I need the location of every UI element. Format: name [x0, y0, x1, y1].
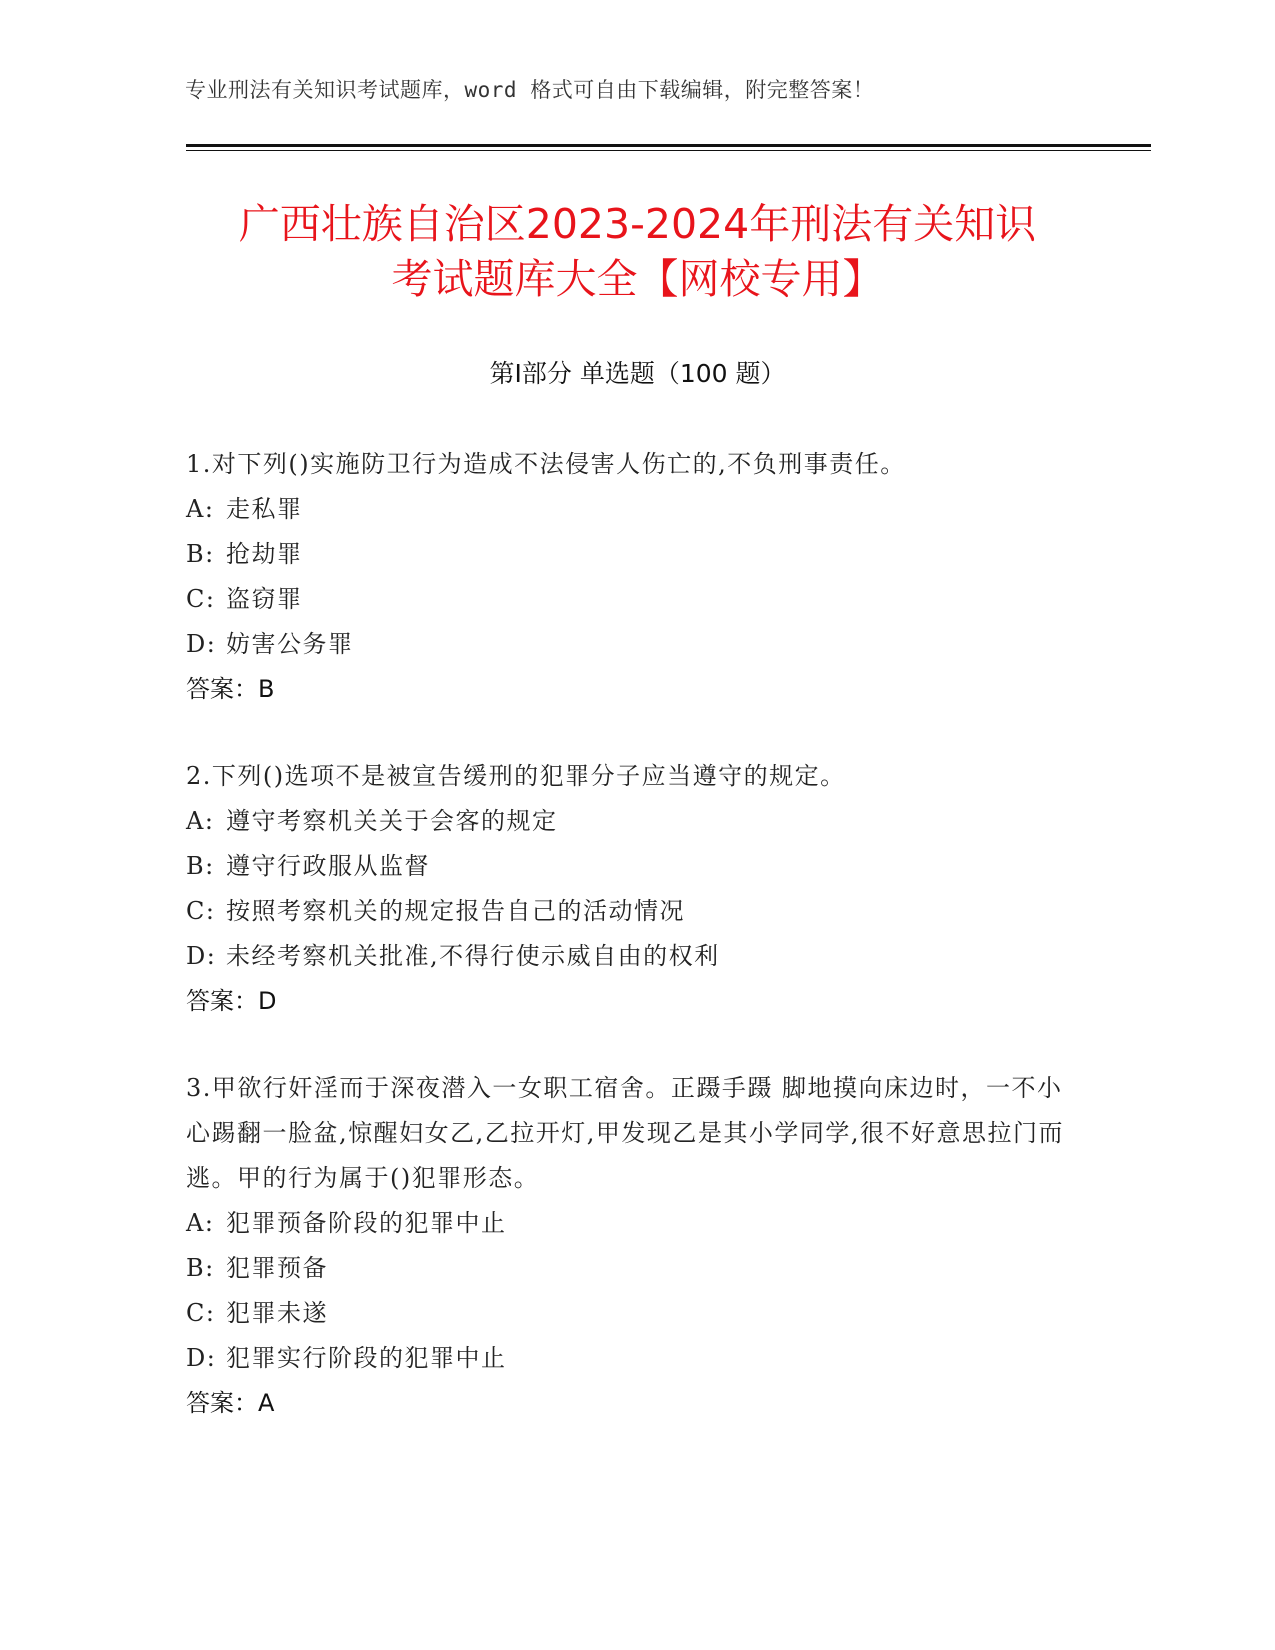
option-text: 妨害公务罪 [226, 630, 354, 658]
option-d [186, 934, 1086, 979]
option-text: 抢劫罪 [226, 540, 303, 568]
option-b [186, 844, 1086, 889]
option-b [186, 532, 1086, 577]
answer-line: 答案：A [186, 1389, 275, 1417]
header-rule-thick [186, 144, 1151, 147]
option-text: 犯罪预备 [226, 1254, 328, 1282]
option-d [186, 1336, 1086, 1381]
option-text: 盗窃罪 [226, 585, 303, 613]
option-text: 走私罪 [226, 495, 303, 523]
option-c [186, 1291, 1086, 1336]
option-letter: C: [186, 585, 216, 613]
option-text: 犯罪实行阶段的犯罪中止 [226, 1344, 507, 1372]
option-letter: A: [186, 1209, 215, 1237]
option-text: 犯罪未遂 [226, 1299, 328, 1327]
option-letter: B: [186, 852, 215, 880]
title-line-2: 考试题库大全【网校专用】 [391, 255, 884, 303]
title-line-1: 广西壮族自治区2023-2024年刑法有关知识 [238, 200, 1037, 248]
option-text: 按照考察机关的规定报告自己的活动情况 [226, 897, 685, 925]
section-title: 第Ⅰ部分 单选题（100 题） [489, 359, 786, 388]
option-c [186, 577, 1086, 622]
option-letter: A: [186, 495, 215, 523]
question-stem: 2.下列()选项不是被宣告缓刑的犯罪分子应当遵守的规定。 [186, 762, 846, 790]
question-1 [186, 442, 1086, 712]
header-note: 专业刑法有关知识考试题库，word 格式可自由下载编辑，附完整答案！ [185, 78, 875, 102]
option-a [186, 1201, 1086, 1246]
question-list [186, 442, 1086, 1468]
option-a [186, 799, 1086, 844]
answer-line: 答案：D [186, 987, 277, 1015]
option-letter: B: [186, 1254, 215, 1282]
option-letter: D: [186, 1344, 217, 1372]
option-letter: B: [186, 540, 215, 568]
option-c [186, 889, 1086, 934]
document-title [150, 197, 1125, 307]
option-text: 遵守考察机关关于会客的规定 [226, 807, 558, 835]
option-letter: A: [186, 807, 215, 835]
header-rule-thin [186, 150, 1151, 151]
option-text: 遵守行政服从监督 [226, 852, 430, 880]
option-letter: D: [186, 942, 217, 970]
option-d [186, 622, 1086, 667]
option-letter: C: [186, 897, 216, 925]
question-stem: 1.对下列()实施防卫行为造成不法侵害人伤亡的,不负刑事责任。 [186, 450, 906, 478]
option-a [186, 487, 1086, 532]
option-text: 犯罪预备阶段的犯罪中止 [226, 1209, 507, 1237]
option-text: 未经考察机关批准,不得行使示威自由的权利 [226, 942, 720, 970]
option-letter: C: [186, 1299, 216, 1327]
option-b [186, 1246, 1086, 1291]
question-2 [186, 754, 1086, 1024]
answer-line: 答案：B [186, 675, 275, 703]
question-stem: 3.甲欲行奸淫而于深夜潜入一女职工宿舍。正蹑手蹑 脚地摸向床边时，一不小心踢翻一脸盆,惊醒妇女乙,乙拉开灯,甲发现乙是其小学同学,很不好意思拉门而逃。甲的行为属于()犯罪形态。 [186, 1074, 1065, 1192]
question-3 [186, 1066, 1086, 1426]
option-letter: D: [186, 630, 217, 658]
